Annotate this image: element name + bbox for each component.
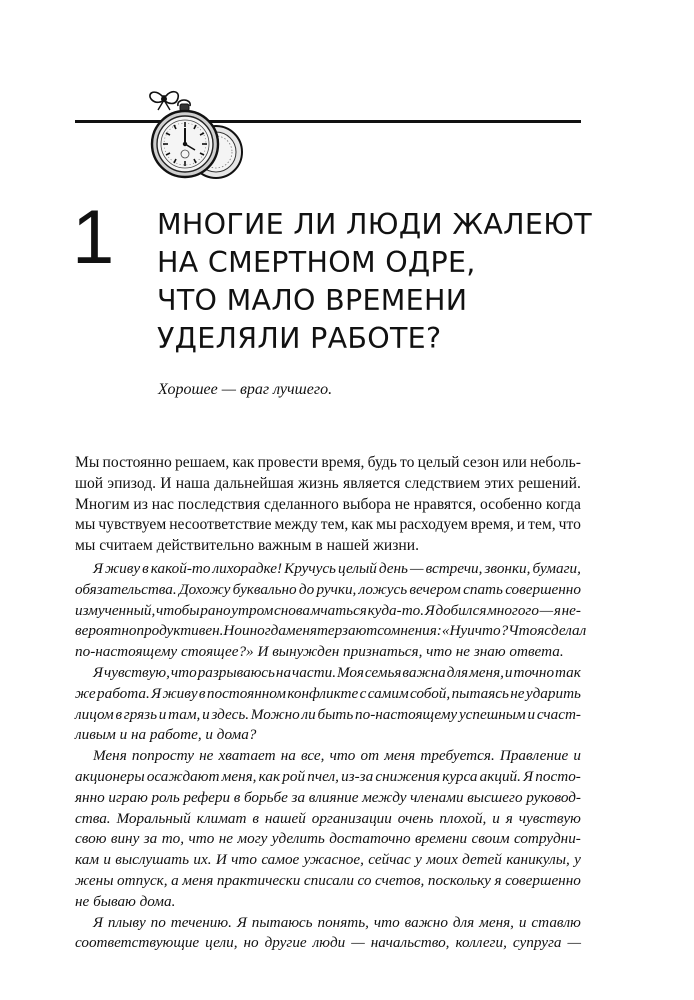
quote-line: соответствующие цели, но другие люди — начальство, коллеги, супруга —: [75, 934, 581, 952]
pocket-watch-icon: [140, 84, 250, 194]
body-line: шой эпизод. И наша дальнейшая жизнь является следствием этих решений.: [75, 474, 581, 492]
quote-line: лицом в грязь и там, и здесь. Можно ли быть по-настоящему успешным и счаст-: [75, 705, 581, 723]
quote-line: по-настоящему стоящее?» И вынужден признаться, что не знаю ответа.: [75, 643, 564, 661]
quote-line: ства. Моральный климат в нашей организации очень плохой, и я чувствую: [75, 809, 581, 827]
quote-line: не бываю дома.: [75, 892, 176, 910]
epigraph: Хорошее — враг лучшего.: [158, 381, 333, 398]
quote-line: обязательства. Дохожу буквально до ручки, ложусь вечером спать совершенно: [75, 580, 581, 598]
body-line: Мы постоянно решаем, как провести время, будь то целый сезон или неболь-: [75, 454, 581, 471]
quote-line: вероятно продуктивен. Но иногда меня терзают сомнения: «Ну и что? Что я сделал: [75, 622, 587, 640]
quotes-block: [75, 559, 587, 954]
chapter-title-line: ЧТО МАЛО ВРЕМЕНИ: [157, 284, 468, 317]
chapter-title: [157, 206, 597, 358]
quote-line: Я живу в какой-то лихорадке! Кручусь целый день — встречи, звонки, бумаги,: [93, 560, 581, 577]
quote-line: кам и выслушать их. И что самое ужасное, сейчас у моих детей каникулы, у: [75, 851, 581, 869]
quote-line: Я чувствую, что разрываюсь на части. Моя семья важна для меня, и точно так: [93, 663, 581, 681]
body-line: Многим из нас последствия сделанного выбора не нравятся, особенно когда: [75, 495, 581, 513]
chapter-title-line: НА СМЕРТНОМ ОДРЕ,: [157, 246, 476, 279]
chapter-title-line: УДЕЛЯЛИ РАБОТЕ?: [157, 322, 442, 355]
quote-line: янно играю роль рефери в борьбе за влияние между членами высшего руковод-: [75, 788, 581, 806]
body-line: мы чувствуем несоответствие между тем, как мы расходуем время, и тем, что: [75, 516, 581, 534]
body-line: мы считаем действительно важным в нашей жизни.: [75, 537, 419, 555]
quote-line: свою вину за то, что не могу уделить достаточно времени своим сотрудни-: [75, 830, 581, 848]
quote-line: Я плыву по течению. Я пытаюсь понять, что важно для меня, и ставлю: [93, 913, 581, 931]
quote-line: же работа. Я живу в постоянном конфликте с самим собой, пытаясь не ударить: [75, 684, 581, 702]
chapter-title-line: МНОГИЕ ЛИ ЛЮДИ ЖАЛЕЮТ: [157, 208, 592, 241]
quote-line: жены отпуск, а меня практически списали со счетов, поскольку я совершенно: [75, 871, 581, 889]
quote-line: Меня попросту не хватает на все, что от меня требуется. Правление и: [93, 747, 581, 765]
quote-line: измученный, чтобы рано утром снова мчаться куда-то. Я добился многого — я не-: [75, 601, 581, 619]
quote-line: ливым и на работе, и дома?: [75, 726, 257, 744]
body-paragraph: [75, 453, 581, 557]
quote-line: акционеры осаждают меня, как рой пчел, из-за снижения курса акций. Я посто-: [75, 767, 581, 785]
chapter-number: 1: [72, 195, 115, 280]
